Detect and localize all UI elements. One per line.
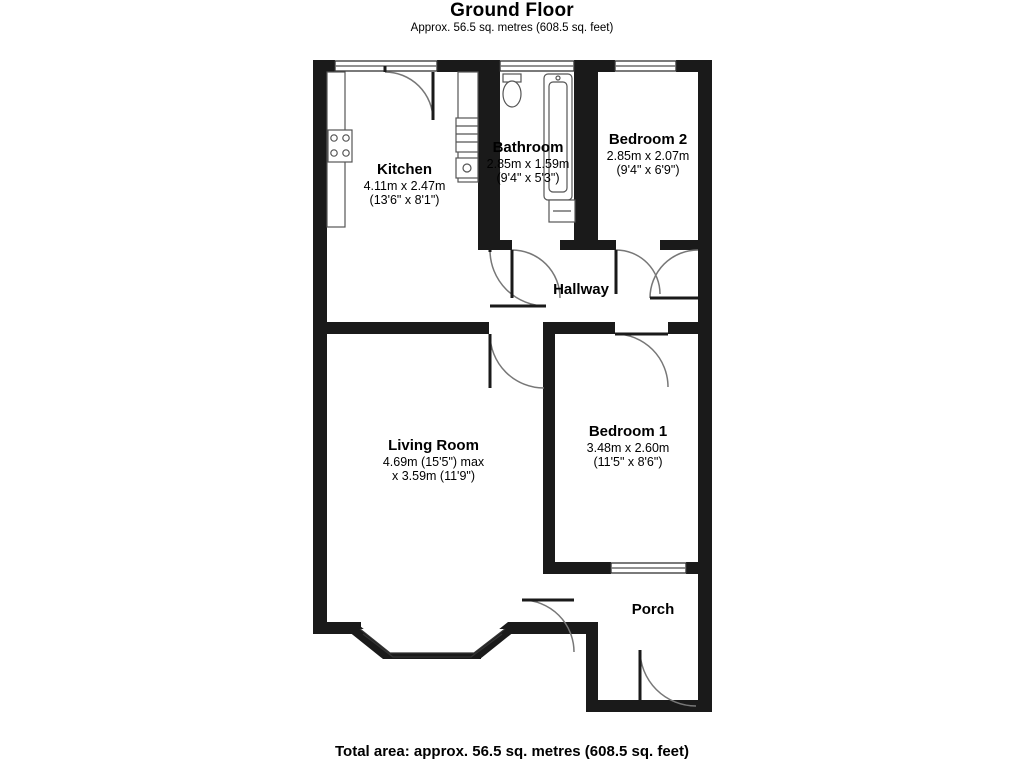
room-name: Porch [631, 601, 675, 618]
door-porch-outer [640, 650, 696, 706]
wall-hallway-bottom-left [313, 322, 489, 334]
wall-bedroom1-bottom-right [686, 562, 712, 574]
wall-bedroom1-top-right [668, 322, 712, 334]
wall-porch-right [698, 572, 712, 712]
room-dimension-imperial: (9'4" x 6'9") [616, 163, 680, 178]
room-dimension-metric: 4.69m (15'5") max [382, 454, 485, 469]
wall-exterior-top-left [313, 60, 335, 72]
room-label-hallway [516, 281, 646, 299]
room-name: Bathroom [492, 139, 564, 156]
room-dimension-metric: 4.11m x 2.47m [363, 178, 446, 193]
door-living-room [490, 334, 544, 388]
room-label-bedroom1 [553, 423, 703, 470]
room-dimension-metric: 3.48m x 2.60m [586, 440, 670, 455]
door-hall-right [650, 250, 698, 298]
room-name: Bedroom 2 [608, 131, 688, 148]
window-bathroom-top [500, 61, 574, 71]
wall-bathroom-bottom-left [490, 240, 512, 250]
room-name: Living Room [388, 437, 479, 454]
room-dimension-imperial: (9'4" x 5'3") [496, 171, 560, 186]
wall-bedroom2-bottom [586, 240, 616, 250]
room-name: Kitchen [376, 161, 432, 178]
room-name: Hallway [553, 281, 609, 298]
room-label-bathroom [473, 139, 583, 186]
page-title: Ground Floor [450, 0, 574, 21]
fixture-basin [549, 200, 575, 222]
room-dimension-imperial: x 3.59m (11'9") [391, 469, 475, 484]
room-dimension-imperial: (11'5" x 8'6") [593, 455, 663, 470]
wall-exterior-left [313, 60, 327, 633]
room-label-bedroom2 [578, 131, 718, 178]
wall-exterior-bottom-right [508, 622, 598, 634]
room-label-living-room [356, 437, 511, 484]
wall-bedroom1-bottom-left [543, 562, 611, 574]
total-area-label: Total area: approx. 56.5 sq. metres (608.5 sq. feet) [334, 743, 690, 760]
wall-bedroom1-top [543, 322, 615, 334]
page-subtitle: Approx. 56.5 sq. metres (608.5 sq. feet) [410, 22, 614, 34]
wall-porch-left [586, 622, 598, 712]
wall-bathroom-bottom-right [560, 240, 586, 250]
room-dimension-imperial: (13'6" x 8'1") [369, 193, 440, 208]
door-kitchen-entry [385, 66, 433, 120]
fixture-kitchen-hob [328, 130, 352, 162]
room-name: Bedroom 1 [588, 423, 668, 440]
room-label-porch [593, 601, 713, 619]
room-dimension-metric: 2.85m x 1.59m [486, 156, 570, 171]
door-bedroom1 [615, 334, 668, 387]
window-bedroom2-top [615, 61, 676, 71]
fixture-wc [503, 74, 521, 107]
room-dimension-metric: 2.85m x 2.07m [606, 148, 690, 163]
room-label-kitchen [322, 161, 487, 208]
wall-bedroom2-bottom-right [660, 240, 712, 250]
window-bedroom1-bottom [611, 563, 686, 573]
